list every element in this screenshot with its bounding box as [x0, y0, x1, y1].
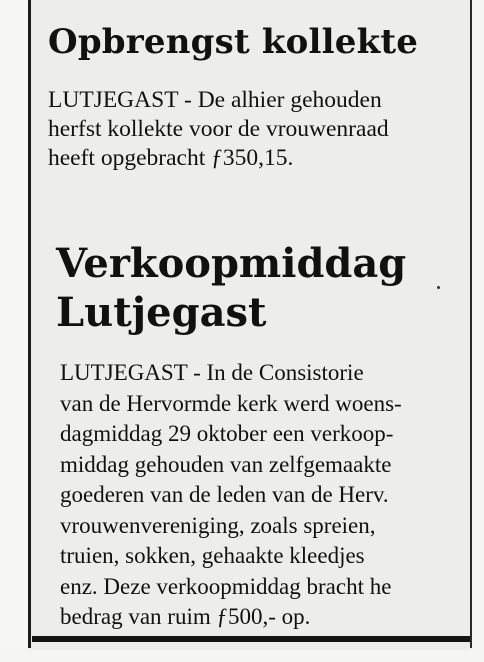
article-2-body-line: goederen van de leden van de Herv.	[60, 482, 389, 507]
background-bottom-margin	[0, 648, 484, 662]
column-rule-right	[470, 0, 472, 648]
article-2-body-line: bedrag van ruim ƒ500,- op.	[60, 604, 311, 629]
background-left-margin	[0, 0, 28, 662]
article-1-body	[48, 86, 389, 173]
print-speck	[437, 286, 440, 289]
article-1-body-line: herfst kollekte voor de vrouwenraad	[48, 116, 389, 142]
article-1-headline: Opbrengst kollekte	[48, 22, 419, 62]
article-2-headline	[56, 240, 406, 338]
article-2-body-line: truien, sokken, gehaakte kleedjes	[60, 543, 365, 568]
column-rule-bottom	[32, 636, 470, 642]
article-2-headline-line: Lutjegast	[56, 288, 267, 336]
background-right-margin	[472, 0, 484, 662]
article-2-body-line: enz. Deze verkoopmiddag bracht he	[60, 573, 392, 599]
article-1-body-line: heeft opgebracht ƒ350,15.	[48, 145, 294, 171]
article-2-body-line: middag gehouden van zelfgemaakte	[60, 451, 392, 477]
article-2-headline-line: Verkoopmiddag	[56, 240, 407, 287]
article-2-body	[60, 358, 402, 633]
column-rule-left	[28, 0, 31, 648]
article-2-body-line: van de Hervormde kerk werd woens-	[60, 390, 402, 416]
article-2-body-line: vrouwenvereniging, zoals spreien,	[60, 512, 376, 538]
article-1-body-line: LUTJEGAST - De alhier gehouden	[48, 87, 382, 113]
article-2-body-line: LUTJEGAST - In de Consistorie	[60, 360, 364, 385]
article-2-body-line: dagmiddag 29 oktober een verkoop-	[60, 421, 394, 446]
